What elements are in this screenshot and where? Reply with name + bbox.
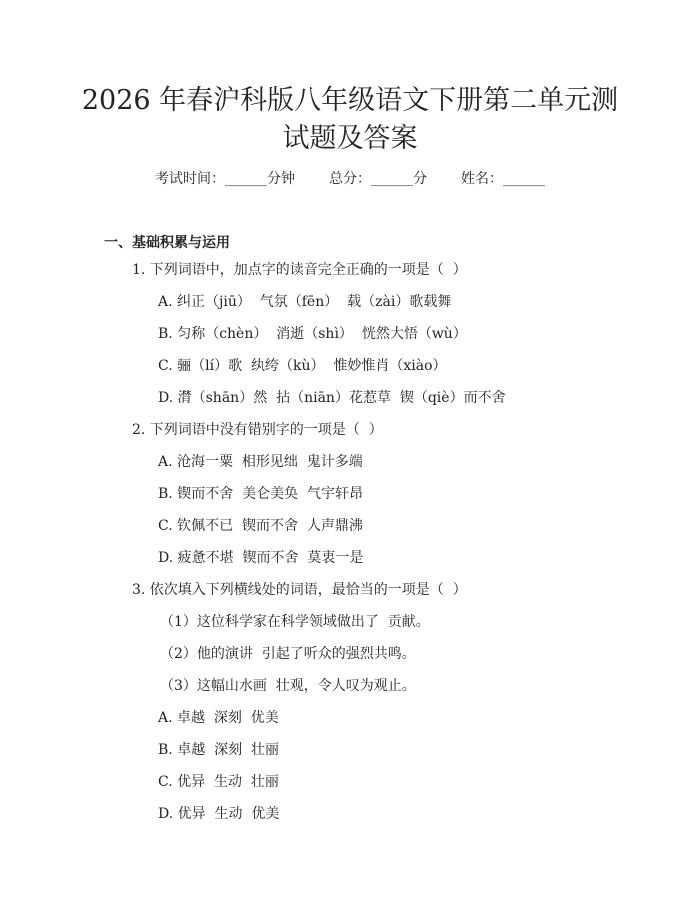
q2-option-c: C. 钦佩不已 锲而不舍 人声鼎沸 [158, 518, 363, 534]
exam-time: 考试时间：______分钟 [155, 171, 295, 187]
q3-option-c: C. 优异 生动 壮丽 [158, 774, 279, 790]
q1-option-a: A. 纠正（jiū） 气氛（fēn） 载（zài）歌载舞 [158, 294, 452, 310]
section-heading: 一、基础积累与运用 [104, 235, 230, 251]
q2-option-b: B. 锲而不舍 美仑美奂 气宇轩昂 [158, 486, 363, 502]
q1-option-b: B. 匀称（chèn） 消逝（shì） 恍然大悟（wù） [158, 326, 467, 342]
question-3-stem: 3. 依次填入下列横线处的词语，最恰当的一项是（ ） [132, 582, 467, 598]
q3-option-a: A. 卓越 深刻 优美 [158, 710, 279, 726]
q1-option-d: D. 潸（shān）然 拈（niān）花惹草 锲（qiè）而不舍 [158, 390, 506, 406]
student-name: 姓名：______ [461, 171, 545, 187]
q3-sub-2: （2）他的演讲 引起了听众的强烈共鸣。 [160, 646, 416, 662]
q3-option-d: D. 优异 生动 优美 [158, 806, 280, 822]
q2-option-a: A. 沧海一粟 相形见绌 鬼计多端 [158, 454, 363, 470]
total-score: 总分：______分 [329, 171, 427, 187]
question-2-stem: 2. 下列词语中没有错别字的一项是（ ） [132, 422, 383, 438]
exam-meta [0, 168, 700, 188]
question-1-stem: 1. 下列词语中，加点字的读音完全正确的一项是（ ） [132, 262, 467, 278]
q3-sub-3: （3）这幅山水画 壮观，令人叹为观止。 [160, 678, 416, 694]
q3-option-b: B. 卓越 深刻 壮丽 [158, 742, 279, 758]
page-title-line2: 试题及答案 [282, 123, 418, 154]
q3-sub-1: （1）这位科学家在科学领域做出了 贡献。 [160, 614, 430, 630]
q1-option-c: C. 骊（lí）歌 纨绔（kù） 惟妙惟肖（xiào） [158, 358, 447, 374]
page-title-line1: 2026 年春沪科版八年级语文下册第二单元测 [81, 85, 619, 116]
q2-option-d: D. 疲惫不堪 锲而不舍 莫衷一是 [158, 550, 364, 566]
